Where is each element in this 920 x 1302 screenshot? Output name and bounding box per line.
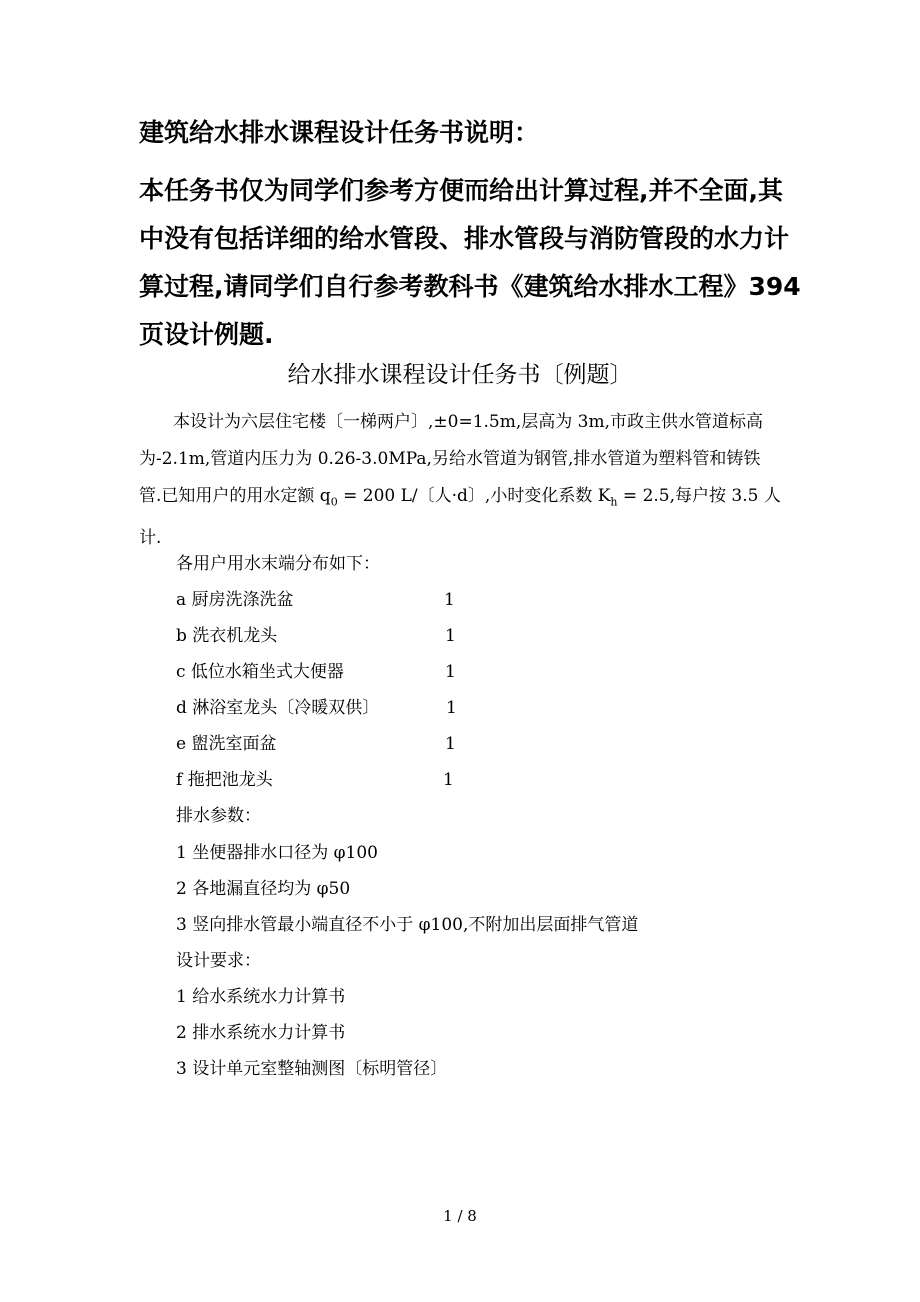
fixture-item-count: 1 [445,662,456,682]
subscript: h [610,495,618,509]
drainage-item: 1 坐便器排水口径为 φ100 [176,843,378,863]
fixture-item-count: 1 [446,698,457,718]
project-description [139,404,789,557]
note-line: 本任务书仅为同学们参考方便而给出计算过程,并不全面,其 [139,176,783,205]
fixture-item-count: 1 [445,626,456,646]
drainage-title: 排水参数： [176,806,261,826]
fixture-item-label: e 盥洗室面盆 [176,734,277,754]
fixture-item-label: d 淋浴室龙头〔冷暖双供〕 [176,698,380,718]
fixture-item-count: 1 [445,734,456,754]
fixture-item-label: c 低位水箱坐式大便器 [176,662,344,682]
description-line [139,478,789,520]
note-line: 页设计例题. [139,320,274,349]
document-title: 给水排水课程设计任务书〔例题〕 [287,362,633,388]
fixture-item-label: b 洗衣机龙头 [176,626,278,646]
requirement-item: 3 设计单元室整轴测图〔标明管径〕 [176,1059,448,1079]
fixture-item-label: f 拖把池龙头 [176,770,273,790]
drainage-item: 3 竖向排水管最小端直径不小于 φ100,不附加出层面排气管道 [176,915,639,935]
page-number: 1 / 8 [443,1207,477,1225]
fixture-item-count: 1 [444,590,455,610]
description-line: 计. [139,528,162,549]
description-line: 本设计为六层住宅楼〔一梯两户〕,±0=1.5m,层高为 3m,市政主供水管道标高 [173,412,764,432]
drainage-item: 2 各地漏直径均为 φ50 [176,879,351,899]
fixtures-title: 各用户用水末端分布如下： [176,554,380,574]
description-line: 为-2.1m,管道内压力为 0.26-3.0MPa,另给水管道为钢管,排水管道为塑料管和铸铁 [139,449,761,469]
subscript: 0 [330,495,338,509]
description-text: 管.已知用户的用水定额 q [139,486,331,506]
note-paragraph [139,167,801,359]
note-line: 中没有包括详细的给水管段、排水管段与消防管段的水力计 [139,224,790,253]
fixture-item-count: 1 [443,770,454,790]
fixture-item-label: a 厨房洗涤洗盆 [176,590,294,610]
requirement-item: 2 排水系统水力计算书 [176,1023,346,1043]
note-heading: 建筑给水排水课程设计任务书说明： [139,118,540,147]
requirements-title: 设计要求： [176,951,261,971]
description-text: = 200 L/〔人·d〕,小时变化系数 K [337,486,611,506]
note-line: 算过程,请同学们自行参考教科书《建筑给水排水工程》394 [139,272,801,301]
description-text: = 2.5,每户按 3.5 人 [617,486,781,506]
requirement-item: 1 给水系统水力计算书 [176,987,346,1007]
